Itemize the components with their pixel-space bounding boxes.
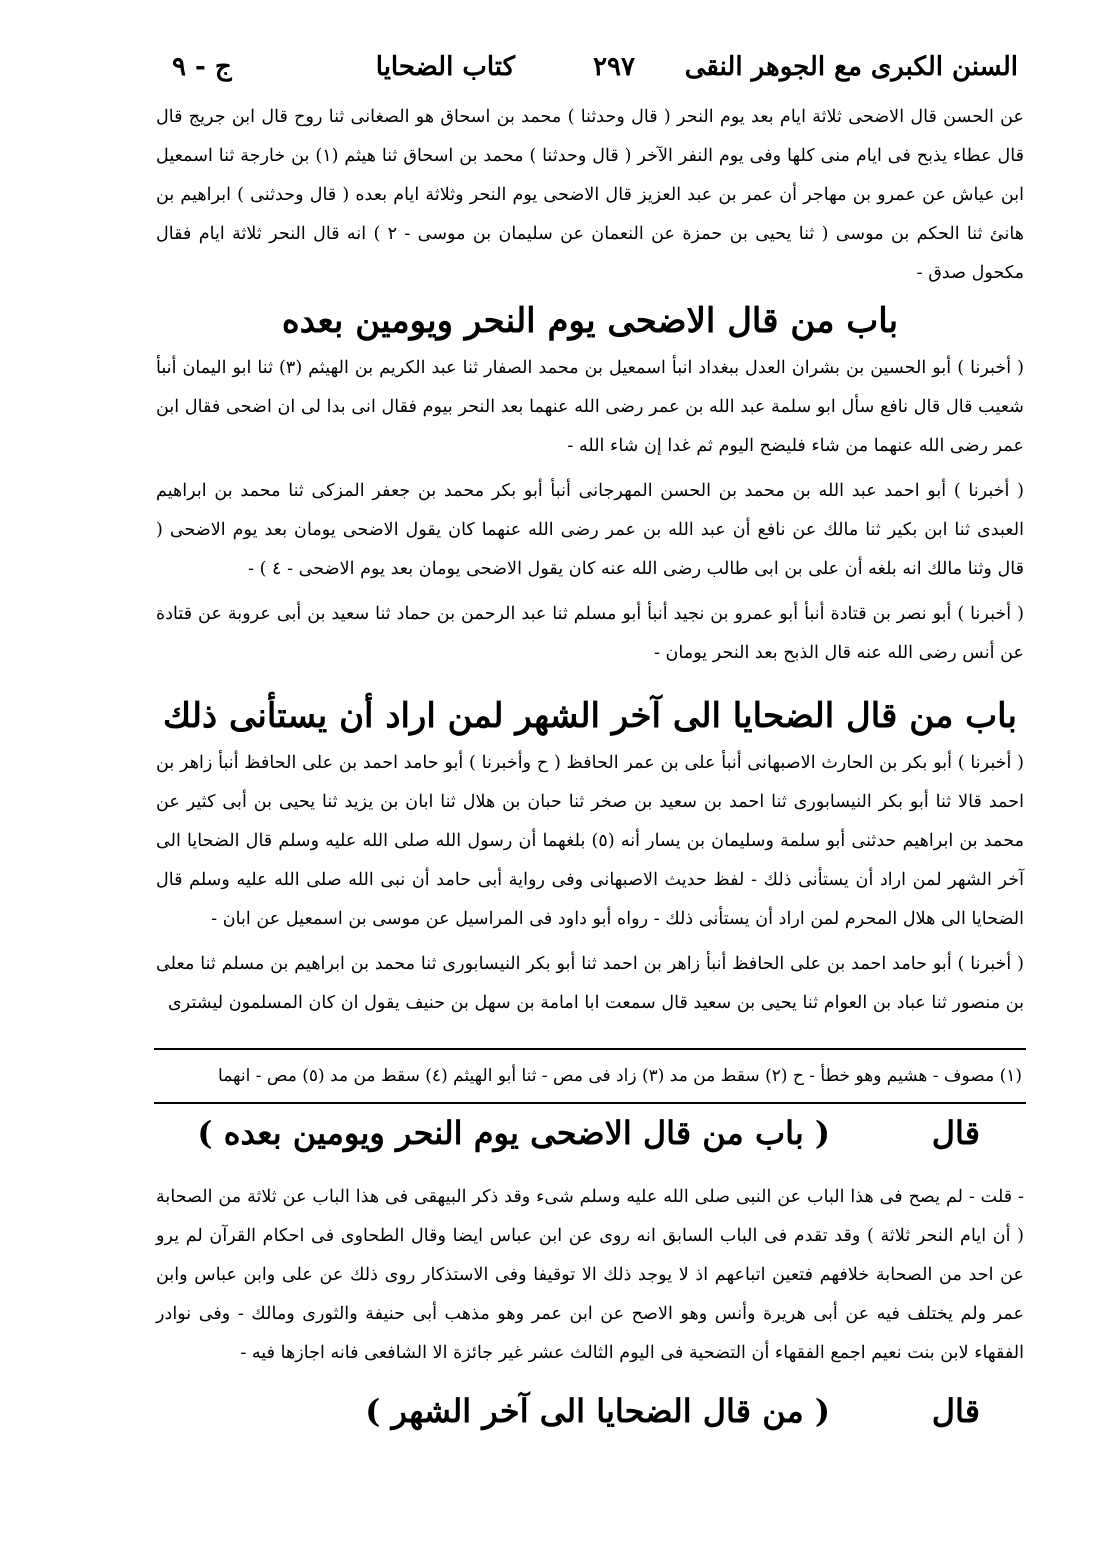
commentary-divider xyxy=(154,1102,1026,1104)
intro-block xyxy=(150,98,1030,299)
section1-paragraph: ( أخبرنا ) أبو نصر بن قتادة أنبأ أبو عمرو بن نجيد أنبأ أبو مسلم ثنا عبد الرحمن بن حماد ثنا سعيد بن أبى عروبة عن قتادة عن أنس رضى الله عنه قال الذبح بعد النحر يومان - xyxy=(156,604,1024,663)
commentary-title: ( باب من قال الاضحى يوم النحر ويومين بعده ) xyxy=(197,1114,830,1152)
commentary2-title: ( من قال الضحايا الى آخر الشهر ) xyxy=(365,1392,830,1430)
commentary-block xyxy=(150,1178,1030,1379)
intro-paragraph: عن الحسن قال الاضحى ثلاثة ايام بعد يوم النحر ( قال وحدثنا ) محمد بن اسحاق هو الصغانى ثنا روح قال ابن جريج قال قال عطاء يذبح فى ايام منى كلها وفى يوم النفر الآخر ( قال وحدثنا ) محمد بن اسحاق ثنا هيثم (١) بن خارجة ثنا اسمعيل ابن عياش عن عمرو بن مهاجر أن عمر بن عبد العزيز قال الاضحى يوم النحر وثلاثة ايام بعده ( قال وحدثنى ) ابراهيم بن هانئ ثنا الحكم بن موسى ( ثنا يحيى بن حمزة عن النعمان عن سليمان بن موسى - ٢ ) انه قال النحر ثلاثة ايام فقال مكحول صدق - xyxy=(156,107,1025,283)
section-title: كتاب الضحايا xyxy=(375,52,515,82)
document-page xyxy=(150,40,1030,1520)
page-number: ٢٩٧ xyxy=(593,52,635,82)
footnotes: (١) مصوف - هشيم وهو خطأ - ح (٢) سقط من مد (٣) زاد فى مص - ثنا أبو الهيثم (٤) سقط من مد (٥) مص - انهما xyxy=(218,1066,1022,1086)
section1-paragraph: ( أخبرنا ) أبو الحسين بن بشران العدل ببغداد انبأ اسمعيل بن محمد الصفار ثنا عبد الكريم بن الهيثم (٣) ثنا ابو اليمان أنبأ شعيب قال قال نافع سأل ابو سلمة عبد الله بن عمر رضى الله عنهما بعد النحر بيوم فقال انى بدا لى ان اضحى فقال ابن عمر رضى الله عنهما من شاء فليضح اليوم ثم غدا إن شاء الله - xyxy=(156,358,1025,456)
footnote-divider xyxy=(154,1048,1026,1050)
section1-paragraph: ( أخبرنا ) أبو احمد عبد الله بن محمد بن الحسن المهرجانى أنبأ أبو بكر محمد بن جعفر المزكى ثنا محمد بن ابراهيم العبدى ثنا ابن بكير ثنا مالك عن نافع أن عبد الله بن عمر رضى الله عنهما كان يقول الاضحى يومان بعد يوم الاضحى ( قال وثنا مالك انه بلغه أن على بن ابى طالب رضى الله عنه كان يقول الاضحى يومان بعد يوم الاضحى - ٤ ) - xyxy=(156,481,1024,579)
section1-heading: باب من قال الاضحى يوم النحر ويومين بعده xyxy=(281,301,899,341)
commentary2-label: قال xyxy=(931,1392,980,1430)
commentary-label: قال xyxy=(931,1114,980,1152)
page-header xyxy=(150,52,1030,96)
section2-paragraph: ( أخبرنا ) أبو حامد احمد بن على الحافظ أنبأ زاهر بن احمد ثنا أبو بكر النيسابورى ثنا محمد بن ابراهيم بن مسلم ثنا معلى بن منصور ثنا عباد بن العوام ثنا يحيى بن سعيد قال سمعت ابا امامة بن سهل بن حنيف يقول ان كان المسلمون ليشترى xyxy=(156,954,1024,1013)
section2-heading: باب من قال الضحايا الى آخر الشهر لمن اراد أن يستأنى ذلك xyxy=(163,696,1017,736)
volume-number: ج - ٩ xyxy=(172,52,232,82)
commentary-paragraph: - قلت - لم يصح فى هذا الباب عن النبى صلى الله عليه وسلم شىء وقد ذكر البيهقى فى هذا الباب عن ثلاثة من الصحابة ( أن ايام النحر ثلاثة ) وقد تقدم فى الباب السابق انه روى عن ابن عباس ايضا وقال الطحاوى فى احكام القرآن لم يرو عن احد من الصحابة خلافهم فتعين اتباعهم اذ لا يوجد ذلك الا توقيفا وفى الاستذكار روى ذلك عن على وابن عباس وابن عمر ولم يختلف فيه عن أبى هريرة وأنس وهو الاصح عن ابن عمر وهو مذهب أبى حنيفة والثورى ومالك - وفى نوادر الفقهاء لابن بنت نعيم اجمع الفقهاء أن التضحية فى اليوم الثالث عشر غير جائزة الا الشافعى فانه اجازها فيه - xyxy=(156,1187,1024,1363)
book-title: السنن الكبرى مع الجوهر النقى xyxy=(684,52,1018,82)
commentary2-heading xyxy=(150,1392,1030,1448)
section2-block xyxy=(150,688,1030,1029)
section2-paragraph: ( أخبرنا ) أبو بكر بن الحارث الاصبهانى أنبأ على بن عمر الحافظ ( ح وأخبرنا ) أبو حامد احمد بن على الحافظ أنبأ زاهر بن احمد قالا ثنا أبو بكر النيسابورى ثنا احمد بن سعيد بن صخر ثنا حبان بن هلال ثنا ابان بن يزيد ثنا يحيى بن أبى كثير عن محمد بن ابراهيم حدثنى أبو سلمة وسليمان بن يسار أنه (٥) بلغهما أن رسول الله صلى الله عليه وسلم قال الضحايا الى آخر الشهر لمن اراد أن يستأنى ذلك - لفظ حديث الاصبهانى وفى رواية أبى حامد أن نبى الله صلى الله عليه وسلم قال الضحايا الى هلال المحرم لمن اراد أن يستأنى ذلك - رواه أبو داود فى المراسيل عن موسى بن اسمعيل عن ابان - xyxy=(156,753,1024,929)
section1-block xyxy=(150,293,1030,679)
commentary-heading xyxy=(150,1114,1030,1170)
